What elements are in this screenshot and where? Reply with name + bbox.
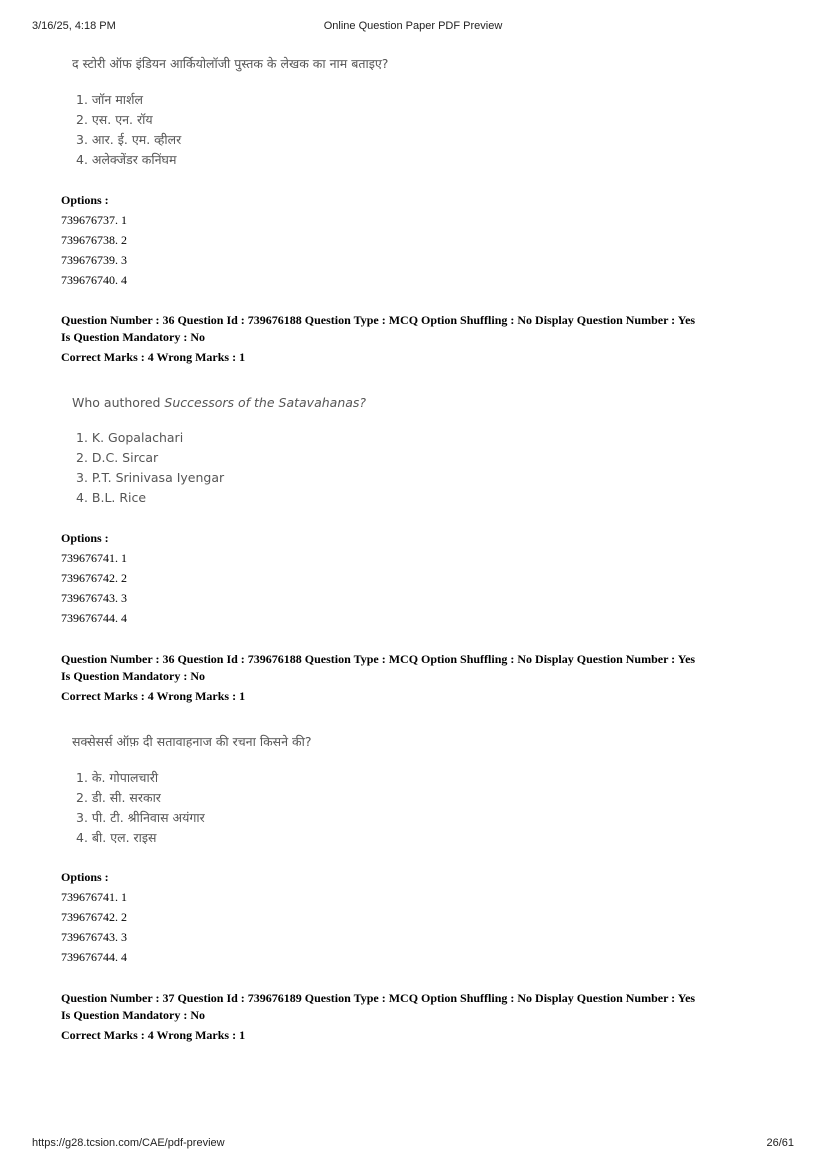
- question-image-q35-hindi: [72, 55, 388, 170]
- option-id-line: 739676741. 1: [61, 890, 127, 904]
- book-title: Successors of the Satavahanas?: [164, 395, 367, 410]
- option-item: 4. बी. एल. राइस: [76, 830, 157, 845]
- question-image-q36-english: [72, 395, 366, 508]
- option-id-line: 739676739. 3: [61, 253, 127, 267]
- option-item: 1. के. गोपालचारी: [76, 770, 159, 785]
- question-text: द स्टोरी ऑफ इंडियन आर्कियोलॉजी पुस्तक के लेखक का नाम बताइए?: [72, 56, 389, 71]
- question-prefix: Who authored: [72, 395, 165, 410]
- option-id-line: 739676742. 2: [61, 571, 127, 585]
- question-image-q36-hindi: [72, 733, 312, 848]
- question-meta-line: Question Number : 37 Question Id : 739676189 Question Type : MCQ Option Shuffling : No Display Question Number : Yes: [61, 991, 696, 1005]
- question-meta-36a: [61, 312, 801, 366]
- question-mandatory: Is Question Mandatory : No: [61, 330, 206, 344]
- page-number: 26/61: [766, 1137, 794, 1149]
- option-item: 1. जॉन मार्शल: [76, 92, 144, 107]
- options-heading: Options :: [61, 870, 109, 884]
- option-id-line: 739676743. 3: [61, 591, 127, 605]
- question-mandatory: Is Question Mandatory : No: [61, 669, 206, 683]
- option-id-line: 739676742. 2: [61, 910, 127, 924]
- option-item: 2. एस. एन. रॉय: [76, 112, 153, 127]
- options-list-3: [61, 867, 127, 967]
- question-text: सक्सेसर्स ऑफ़ दी सतावाहनाज की रचना किसने की?: [72, 734, 312, 749]
- options-list-2: [61, 528, 127, 628]
- options-heading: Options :: [61, 531, 109, 545]
- option-item: 3. P.T. Srinivasa Iyengar: [76, 470, 225, 485]
- option-id-line: 739676744. 4: [61, 950, 127, 964]
- question-marks: Correct Marks : 4 Wrong Marks : 1: [61, 350, 246, 364]
- print-datetime: 3/16/25, 4:18 PM: [32, 20, 116, 32]
- option-id-line: 739676740. 4: [61, 273, 127, 287]
- option-item: 3. आर. ई. एम. व्हीलर: [76, 132, 182, 147]
- option-item: 2. डी. सी. सरकार: [76, 790, 161, 805]
- question-mandatory: Is Question Mandatory : No: [61, 1008, 206, 1022]
- question-text: [72, 395, 366, 410]
- option-item: 3. पी. टी. श्रीनिवास अयंगार: [76, 810, 205, 825]
- page-title: Online Question Paper PDF Preview: [323, 20, 503, 32]
- option-item: 2. D.C. Sircar: [76, 450, 159, 465]
- option-id-line: 739676743. 3: [61, 930, 127, 944]
- question-meta-36b: [61, 651, 801, 705]
- page-url: https://g28.tcsion.com/CAE/pdf-preview: [32, 1137, 225, 1149]
- question-meta-37: [61, 990, 801, 1044]
- question-meta-line: Question Number : 36 Question Id : 739676188 Question Type : MCQ Option Shuffling : No Display Question Number : Yes: [61, 652, 696, 666]
- option-item: 4. B.L. Rice: [76, 490, 147, 505]
- option-item: 1. K. Gopalachari: [76, 430, 184, 445]
- option-id-line: 739676738. 2: [61, 233, 127, 247]
- option-id-line: 739676744. 4: [61, 611, 127, 625]
- option-item: 4. अलेक्जेंडर कनिंघम: [76, 152, 177, 167]
- option-id-line: 739676741. 1: [61, 551, 127, 565]
- options-heading: Options :: [61, 193, 109, 207]
- options-list-1: [61, 190, 127, 290]
- option-id-line: 739676737. 1: [61, 213, 127, 227]
- question-meta-line: Question Number : 36 Question Id : 739676188 Question Type : MCQ Option Shuffling : No Display Question Number : Yes: [61, 313, 696, 327]
- question-marks: Correct Marks : 4 Wrong Marks : 1: [61, 1028, 246, 1042]
- question-marks: Correct Marks : 4 Wrong Marks : 1: [61, 689, 246, 703]
